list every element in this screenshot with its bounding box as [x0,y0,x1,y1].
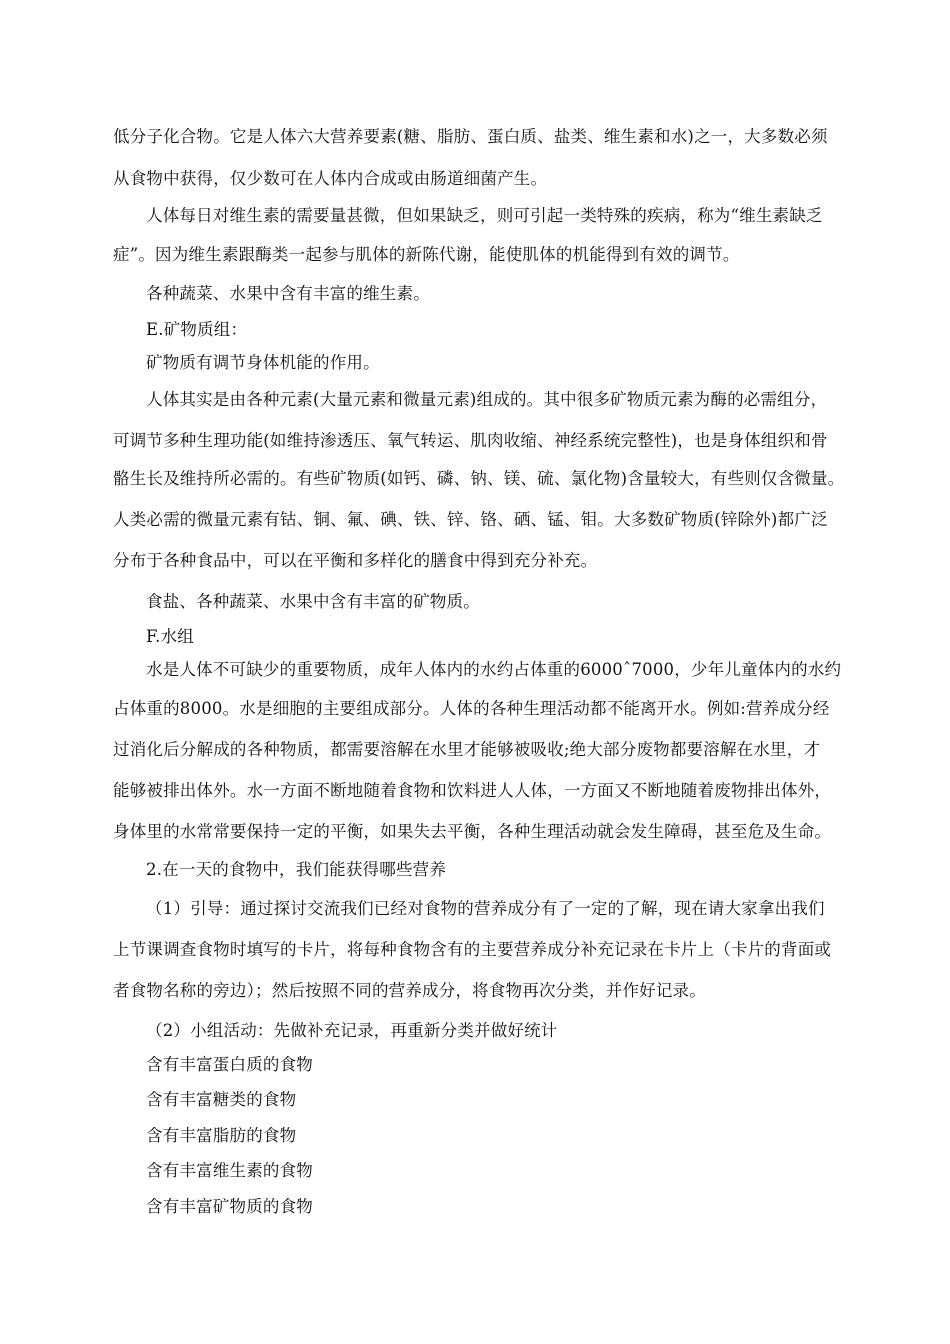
text-line: 低分子化合物。它是人体六大营养要素(糖、脂肪、蛋白质、盐类、维生素和水)之一，大多数必须 [113,127,828,146]
text-line: 身体里的水常常要保持一定的平衡，如果失去平衡，各种生理活动就会发生障碍，甚至危及生命。 [113,822,832,841]
text-line: 者食物名称的旁边）；然后按照不同的营养成分，将食物再次分类，并作好记录。 [113,981,706,1000]
list-item: 含有丰富维生素的食物 [146,1161,313,1180]
text-line: 上节课调查食物时填写的卡片，将每种食物含有的主要营养成分补充记录在卡片上（卡片的背面或 [113,940,832,959]
text-line: 人类必需的微量元素有钴、铜、氟、碘、铁、锌、铬、硒、锰、钼。大多数矿物质(锌除外)都广泛 [113,510,828,529]
text-line: 能够被排出体外。水一方面不断地随着食物和饮料进人人体，一方面又不断地随着废物排出体外， [113,781,832,800]
text-line: （1）引导：通过探讨交流我们已经对食物的营养成分有了一定的了解，现在请大家拿出我们 [146,899,825,918]
text-line: 可调节多种生理功能(如维持渗透压、氧气转运、肌肉收缩、神经系统完整性)，也是身体组织和骨 [113,431,828,450]
list-item: 含有丰富脂肪的食物 [146,1126,297,1145]
section-heading: E.矿物质组： [146,320,248,339]
list-item: 含有丰富糖类的食物 [146,1090,297,1109]
text-line: 水是人体不可缺少的重要物质，成年人体内的水约占体重的6000ˆ7000，少年儿童体内的水约 [146,660,842,679]
text-line: 各种蔬菜、水果中含有丰富的维生素。 [146,284,430,303]
text-line: 食盐、各种蔬菜、水果中含有丰富的矿物质。 [146,592,480,611]
text-line: 分布于各种食品中，可以在平衡和多样化的膳食中得到充分补充。 [113,551,598,570]
text-line: 人体其实是由各种元素(大量元素和微量元素)组成的。其中很多矿物质元素为酶的必需组分， [146,390,828,409]
text-line: 矿物质有调节身体机能的作用。 [146,353,380,372]
text-line: 人体每日对维生素的需要量甚微，但如果缺乏，则可引起一类特殊的疾病，称为“维生素缺乏 [146,206,823,225]
section-heading: 2.在一天的食物中，我们能获得哪些营养 [146,860,447,879]
text-line: 从食物中获得，仅少数可在人体内合成或由肠道细菌产生。 [113,169,548,188]
list-item: 含有丰富蛋白质的食物 [146,1055,313,1074]
text-line: 症”。因为维生素跟酶类一起参与肌体的新陈代谢，能使肌体的机能得到有效的调节。 [113,245,740,264]
section-heading: F.水组 [146,627,194,646]
text-line: 过消化后分解成的各种物质，都需要溶解在水里才能够被吸收;绝大部分废物都要溶解在水里，才 [113,740,821,759]
text-line: 占体重的8000。水是细胞的主要组成部分。人体的各种生理活动都不能离开水。例如:营养成分经 [113,699,830,718]
text-line: （2）小组活动：先做补充记录，再重新分类并做好统计 [146,1021,558,1040]
list-item: 含有丰富矿物质的食物 [146,1197,313,1216]
text-line: 骼生长及维持所必需的。有些矿物质(如钙、磷、钠、镁、硫、氯化物)含量较大，有些则仅含微量。 [113,469,845,488]
